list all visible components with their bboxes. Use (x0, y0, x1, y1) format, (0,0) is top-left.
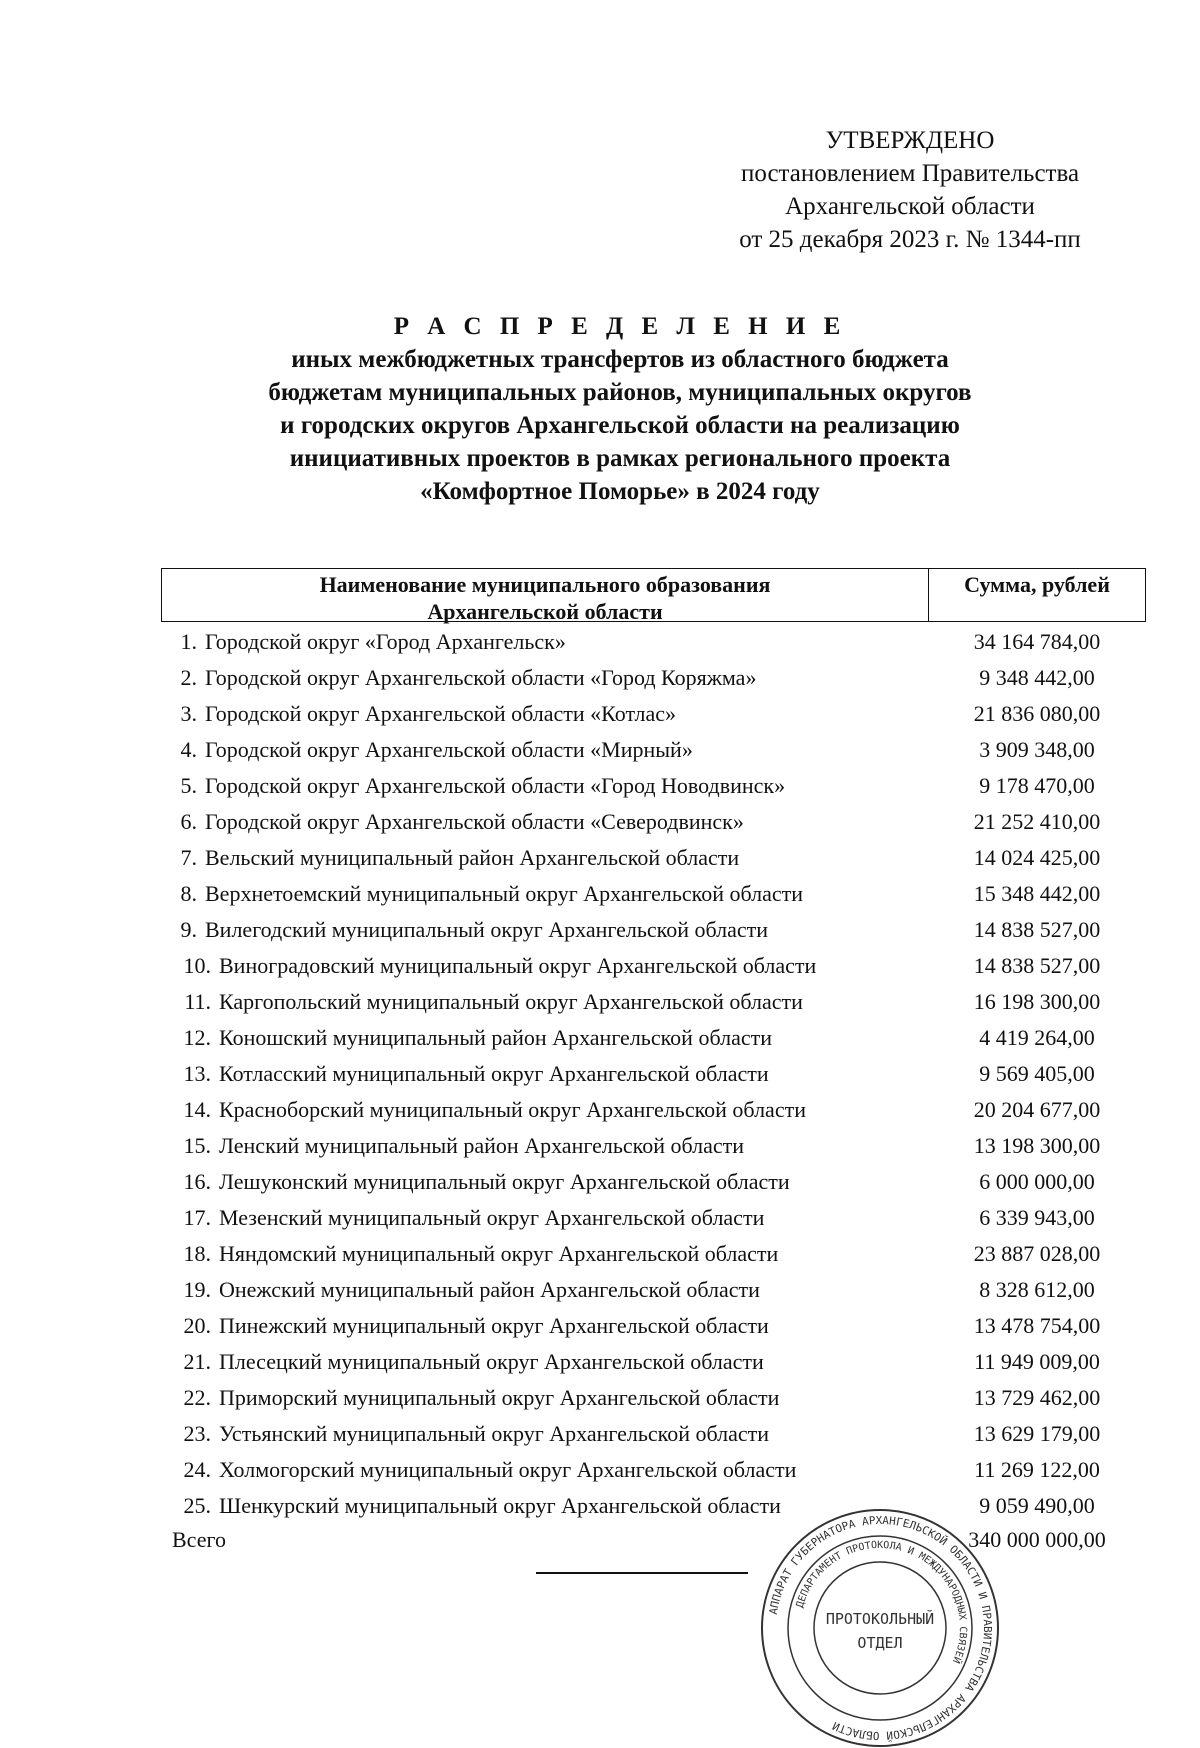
table-row (161, 1344, 1146, 1380)
seal-outer-text: АППАРАТ ГУБЕРНАТОРА АРХАНГЕЛЬСКОЙ ОБЛАСТИ И ПРАВИТЕЛЬСТВА АРХАНГЕЛЬСКОЙ ОБЛАСТИ (766, 1513, 995, 1743)
row-amount: 21 252 410,00 (973, 809, 1101, 834)
row-amount: 16 198 300,00 (973, 989, 1101, 1014)
row-number: 18. (183, 1241, 211, 1266)
row-number: 6. (180, 809, 197, 834)
row-municipality-name: Городской округ Архангельской области «Северодвинск» (205, 809, 744, 834)
table-row (161, 1164, 1146, 1200)
row-amount: 13 198 300,00 (973, 1133, 1101, 1158)
row-amount: 13 478 754,00 (973, 1313, 1101, 1338)
row-municipality-name: Няндомский муниципальный округ Архангельской области (219, 1241, 779, 1266)
row-municipality-name: Городской округ Архангельской области «Город Новодвинск» (205, 773, 786, 798)
table-row (161, 1128, 1146, 1164)
row-municipality-name: Мезенский муниципальный округ Архангельской области (219, 1205, 765, 1230)
document-title (160, 310, 1080, 508)
row-municipality-name: Холмогорский муниципальный округ Архангельской области (219, 1457, 797, 1482)
row-number: 9. (180, 917, 197, 942)
title-line-2: бюджетам муниципальных районов, муниципальных округов (268, 379, 972, 406)
row-municipality-name: Вельский муниципальный район Архангельской области (205, 845, 740, 870)
row-municipality-name: Городской округ Архангельской области «Город Коряжма» (205, 665, 757, 690)
row-amount: 4 419 264,00 (979, 1025, 1095, 1050)
seal-inner-text: ДЕПАРТАМЕНТ ПРОТОКОЛА И МЕЖДУНАРОДНЫХ СВЯЗЕЙ (794, 1539, 969, 1665)
row-number: 20. (183, 1313, 211, 1338)
table-row (161, 1308, 1146, 1344)
row-amount: 21 836 080,00 (973, 701, 1101, 726)
title-line-1: иных межбюджетных трансфертов из областного бюджета (291, 346, 949, 373)
table-row (161, 1416, 1146, 1452)
approval-block (700, 124, 1120, 256)
row-municipality-name: Плесецкий муниципальный округ Архангельской области (219, 1349, 764, 1374)
row-amount: 9 569 405,00 (979, 1061, 1095, 1086)
row-number: 10. (183, 953, 211, 978)
title-heading: Р А С П Р Е Д Е Л Е Н И Е (393, 313, 847, 340)
header-name-cell (162, 569, 929, 624)
table-header (161, 568, 1146, 622)
row-municipality-name: Городской округ Архангельской области «Котлас» (205, 701, 677, 726)
row-municipality-name: Пинежский муниципальный округ Архангельской области (219, 1313, 769, 1338)
seal-inner-ring (814, 1562, 946, 1694)
table-row (161, 804, 1146, 840)
row-number: 4. (180, 737, 197, 762)
row-number: 1. (180, 629, 197, 654)
table-row (161, 768, 1146, 804)
row-amount: 11 949 009,00 (974, 1349, 1100, 1374)
row-number: 17. (183, 1205, 211, 1230)
row-amount: 9 059 490,00 (979, 1493, 1095, 1518)
header-name-line-1: Наименование муниципального образования (319, 572, 771, 597)
seal-center-line-1: ПРОТОКОЛЬНЫЙ (825, 1610, 935, 1628)
row-amount: 14 838 527,00 (973, 953, 1101, 978)
row-number: 21. (183, 1349, 211, 1374)
row-number: 14. (183, 1097, 211, 1122)
row-amount: 13 629 179,00 (973, 1421, 1101, 1446)
seal-middle-ring (788, 1536, 972, 1720)
row-number: 25. (183, 1493, 211, 1518)
table-row (161, 948, 1146, 984)
row-number: 5. (180, 773, 197, 798)
table-row (161, 1200, 1146, 1236)
header-name-line-2: Архангельской области (427, 599, 663, 624)
row-amount: 14 024 425,00 (973, 845, 1101, 870)
table-row (161, 1272, 1146, 1308)
row-amount: 13 729 462,00 (973, 1385, 1101, 1410)
row-municipality-name: Городской округ Архангельской области «Мирный» (205, 737, 693, 762)
row-municipality-name: Вилегодский муниципальный округ Архангельской области (205, 917, 769, 942)
approval-line-2: постановлением Правительства (740, 160, 1080, 187)
row-municipality-name: Ленский муниципальный район Архангельской области (219, 1133, 745, 1158)
row-municipality-name: Устьянский муниципальный округ Архангельской области (219, 1421, 770, 1446)
table-row (161, 984, 1146, 1020)
title-line-3: и городских округов Архангельской области на реализацию (280, 412, 960, 439)
row-number: 16. (183, 1169, 211, 1194)
table-row (161, 840, 1146, 876)
row-amount: 11 269 122,00 (974, 1457, 1100, 1482)
approval-line-1: УТВЕРЖДЕНО (825, 127, 995, 154)
table-row (161, 876, 1146, 912)
header-sum-cell: Сумма, рублей (964, 572, 1110, 597)
row-municipality-name: Лешуконский муниципальный округ Архангельской области (219, 1169, 790, 1194)
row-amount: 3 909 348,00 (979, 737, 1095, 762)
table-row (161, 732, 1146, 768)
row-number: 7. (180, 845, 197, 870)
table-row (161, 624, 1146, 660)
row-amount: 9 348 442,00 (979, 665, 1095, 690)
row-amount: 9 178 470,00 (979, 773, 1095, 798)
row-amount: 14 838 527,00 (973, 917, 1101, 942)
row-number: 19. (183, 1277, 211, 1302)
row-amount: 8 328 612,00 (979, 1277, 1095, 1302)
row-municipality-name: Городской округ «Город Архангельск» (205, 629, 566, 654)
row-municipality-name: Приморский муниципальный округ Архангельской области (219, 1385, 780, 1410)
row-amount: 23 887 028,00 (973, 1241, 1101, 1266)
table-row (161, 1236, 1146, 1272)
table-row (161, 1380, 1146, 1416)
row-number: 15. (183, 1133, 211, 1158)
table-row (161, 696, 1146, 732)
table-row (161, 912, 1146, 948)
approval-line-3: Архангельской области (785, 193, 1035, 220)
row-number: 8. (180, 881, 197, 906)
row-municipality-name: Красноборский муниципальный округ Архангельской области (219, 1097, 806, 1122)
row-number: 12. (183, 1025, 211, 1050)
approval-line-4: от 25 декабря 2023 г. № 1344-пп (739, 226, 1081, 253)
table-row (161, 1452, 1146, 1488)
row-municipality-name: Виноградовский муниципальный округ Архангельской области (219, 953, 817, 978)
row-municipality-name: Каргопольский муниципальный округ Архангельской области (219, 989, 803, 1014)
seal-center-line-2: ОТДЕЛ (857, 1634, 903, 1652)
row-amount: 15 348 442,00 (973, 881, 1101, 906)
official-seal (760, 1508, 1000, 1748)
table-row (161, 1092, 1146, 1128)
row-municipality-name: Шенкурский муниципальный округ Архангельской области (219, 1493, 781, 1518)
row-number: 24. (183, 1457, 211, 1482)
table-row (161, 1056, 1146, 1092)
table-body (161, 624, 1146, 1524)
row-amount: 20 204 677,00 (973, 1097, 1101, 1122)
title-line-4: инициативных проектов в рамках регионального проекта (289, 445, 951, 472)
row-municipality-name: Котласский муниципальный округ Архангельской области (219, 1061, 769, 1086)
row-amount: 6 000 000,00 (979, 1169, 1095, 1194)
table-row (161, 1020, 1146, 1056)
row-number: 2. (180, 665, 197, 690)
total-label: Всего (172, 1527, 226, 1552)
row-number: 3. (180, 701, 197, 726)
row-amount: 6 339 943,00 (979, 1205, 1095, 1230)
row-number: 13. (183, 1061, 211, 1086)
table-row (161, 660, 1146, 696)
row-number: 23. (183, 1421, 211, 1446)
row-municipality-name: Коношский муниципальный район Архангельской области (219, 1025, 772, 1050)
row-number: 11. (184, 989, 211, 1014)
row-number: 22. (183, 1385, 211, 1410)
total-amount: 340 000 000,00 (968, 1527, 1106, 1552)
row-municipality-name: Верхнетоемский муниципальный округ Архангельской области (205, 881, 804, 906)
row-municipality-name: Онежский муниципальный район Архангельской области (219, 1277, 760, 1302)
signature-line (536, 1572, 748, 1574)
title-line-5: «Комфортное Поморье» в 2024 году (420, 478, 820, 505)
row-amount: 34 164 784,00 (973, 629, 1101, 654)
